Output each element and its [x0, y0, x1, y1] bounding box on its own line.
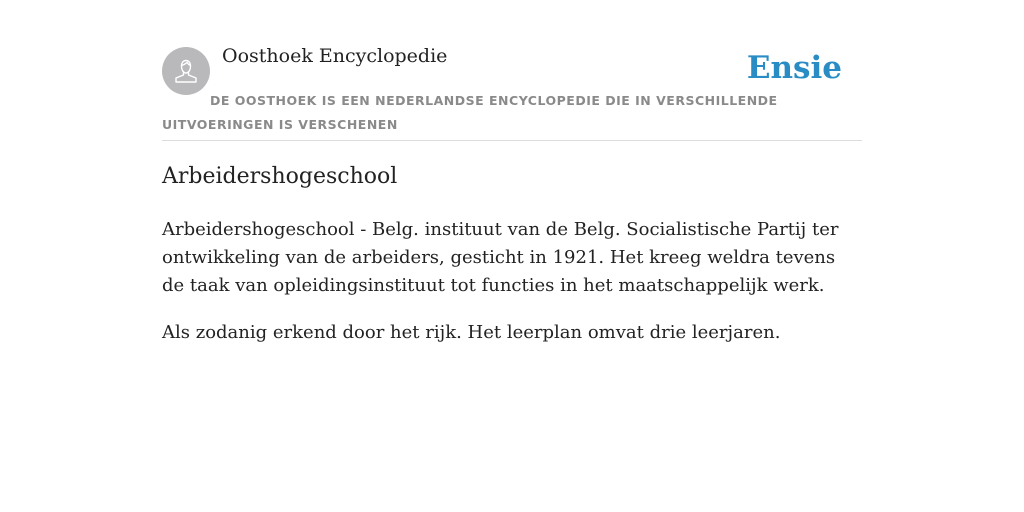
- article-paragraph: Als zodanig erkend door het rijk. Het leerplan omvat drie leerjaren.: [162, 322, 781, 343]
- article-paragraph: Arbeidershogeschool - Belg. instituut van de Belg. Socialistische Partij ter ontwikkeling van de arbeiders, gesticht in 1921. Het kreeg weldra tevens de taak van opleidingsinstituut tot functies in het maatschappelijk werk.: [162, 219, 839, 296]
- brand-logo[interactable]: Ensie: [746, 50, 842, 86]
- article-title: Arbeidershogeschool: [162, 164, 398, 189]
- source-header: [162, 0, 862, 141]
- article-body: [162, 216, 862, 366]
- source-subtitle: DE OOSTHOEK IS EEN NEDERLANDSE ENCYCLOPEDIE DIE IN VERSCHILLENDE UITVOERINGEN IS VERSCHENEN: [162, 93, 778, 132]
- page-container: [162, 0, 862, 343]
- avatar[interactable]: [162, 47, 210, 95]
- user-silhouette-icon: [171, 56, 201, 86]
- source-title[interactable]: Oosthoek Encyclopedie: [222, 45, 448, 67]
